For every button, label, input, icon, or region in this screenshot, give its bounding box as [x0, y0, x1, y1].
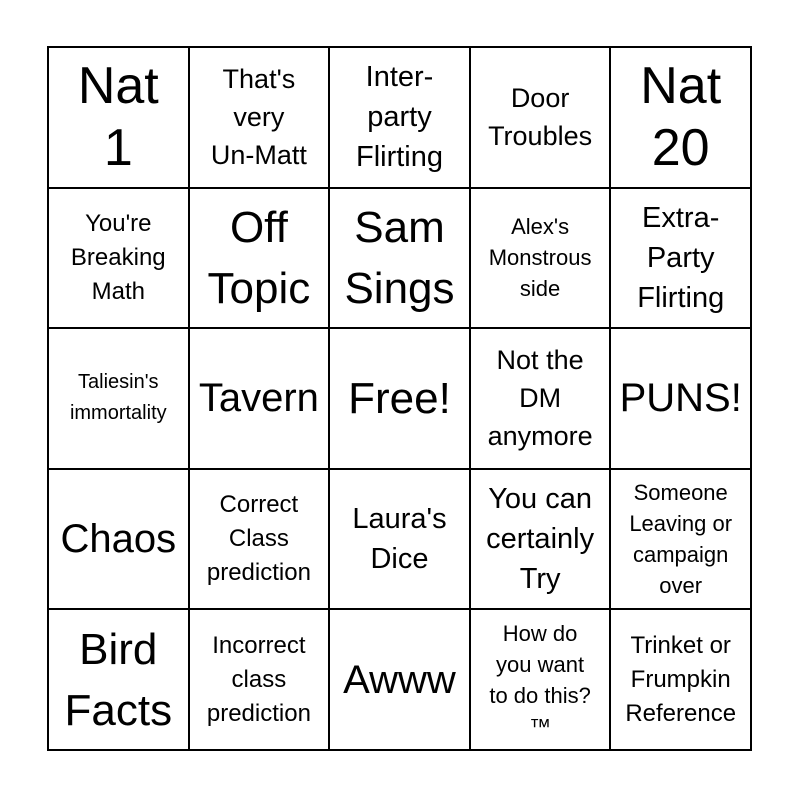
cell-text: Sam Sings: [344, 202, 455, 313]
bingo-cell-r5c3[interactable]: [330, 610, 471, 751]
cell-text: PUNS!: [619, 376, 742, 421]
bingo-cell-r4c3[interactable]: [330, 470, 471, 611]
bingo-cell-r3c1[interactable]: [49, 329, 190, 470]
bingo-cell-r3c4[interactable]: [471, 329, 612, 470]
bingo-cell-r2c2[interactable]: [190, 189, 331, 330]
cell-text: That's very Un-Matt: [210, 64, 307, 171]
bingo-cell-r1c5[interactable]: [611, 48, 752, 189]
cell-text: Correct Class prediction: [206, 491, 311, 587]
cell-text: Awww: [343, 657, 456, 702]
cell-text: Incorrect class prediction: [206, 631, 311, 727]
cell-text: Inter- party Flirting: [355, 61, 443, 174]
cell-text: Not the DM anymore: [487, 345, 593, 452]
bingo-cell-r1c3[interactable]: [330, 48, 471, 189]
cell-text: You can certainly Try: [486, 483, 595, 596]
cell-text: Nat 1: [77, 57, 159, 178]
cell-text: Chaos: [60, 517, 177, 562]
bingo-cell-r4c1[interactable]: [49, 470, 190, 611]
bingo-cell-r1c4[interactable]: [471, 48, 612, 189]
cell-text: Nat 20: [640, 57, 722, 178]
cell-text: Trinket or Frumpkin Reference: [625, 631, 737, 727]
bingo-cell-r2c1[interactable]: [49, 189, 190, 330]
cell-text: Laura's Dice: [352, 503, 447, 576]
bingo-cell-r2c4[interactable]: [471, 189, 612, 330]
bingo-cell-r5c5[interactable]: [611, 610, 752, 751]
cell-text: You're Breaking Math: [70, 209, 166, 305]
cell-text: Extra- Party Flirting: [637, 201, 725, 314]
cell-text: Door Troubles: [488, 83, 593, 152]
cell-text: Free!: [348, 373, 451, 423]
bingo-cell-r2c5[interactable]: [611, 189, 752, 330]
bingo-cell-r4c2[interactable]: [190, 470, 331, 611]
bingo-cell-r1c1[interactable]: [49, 48, 190, 189]
cell-text: Bird Facts: [64, 624, 173, 735]
bingo-cell-r4c5[interactable]: [611, 470, 752, 611]
cell-text: Tavern: [198, 376, 319, 421]
bingo-cell-r2c3[interactable]: [330, 189, 471, 330]
bingo-cell-r3c2[interactable]: [190, 329, 331, 470]
bingo-cell-r1c2[interactable]: [190, 48, 331, 189]
bingo-board: [47, 46, 752, 751]
bingo-cell-r3c5[interactable]: [611, 329, 752, 470]
bingo-cell-r5c2[interactable]: [190, 610, 331, 751]
bingo-cell-r5c4[interactable]: [471, 610, 612, 751]
cell-text: Someone Leaving or campaign over: [629, 480, 733, 599]
cell-text: Taliesin's immortality: [69, 371, 167, 425]
cell-text: How do you want to do this? ™: [489, 620, 591, 739]
cell-text: Off Topic: [207, 202, 311, 313]
bingo-cell-r3c3[interactable]: [330, 329, 471, 470]
bingo-cell-r5c1[interactable]: [49, 610, 190, 751]
bingo-cell-r4c4[interactable]: [471, 470, 612, 611]
cell-text: Alex's Monstrous side: [488, 214, 592, 302]
